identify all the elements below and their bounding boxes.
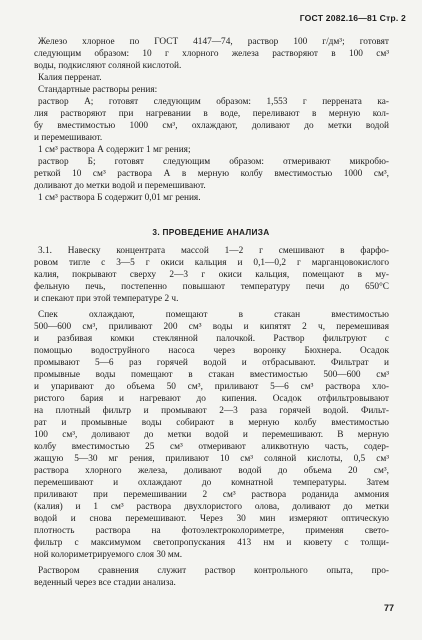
page-header: ГОСТ 2082.16—81 Стр. 2 <box>299 13 406 23</box>
text-line: Раствором сравнения служит раствор контрольного опыта, про- <box>38 566 389 576</box>
text-line: водой и снова перемешивают. Через 30 мин измеряют оптическую <box>34 514 389 524</box>
text-line: фельную печь, постепенно повышают температуру печи до 650°С <box>34 282 389 292</box>
text-line: ровом тигле с 3—5 г окиси кальция и 0,1—0,2 г марганцовокислого <box>34 258 389 268</box>
text-line: калия, покрывают сверху 2—3 г окиси кальция, помещают в му- <box>34 270 389 280</box>
text-line: 3.1. Навеску концентрата массой 1—2 г смешивают в фарфо- <box>38 246 389 256</box>
text-line: 1 см³ раствора Б содержит 0,01 мг рения. <box>38 193 201 203</box>
page-number: 77 <box>383 603 394 613</box>
text-line: раствор А; готовят следующим образом: 1,553 г перрената ка- <box>38 97 389 107</box>
text-line: помощью водоструйного насоса через воронку Бюхнера. Осадок <box>34 346 389 356</box>
text-line: 100 см³, доливают до метки водой и перемешивают. В мерную <box>34 430 389 440</box>
text-line: 500—600 см³, приливают 200 см³ воды и кипятят 2 ч, перемешивая <box>34 322 389 332</box>
text-line: воды, подкисляют соляной кислотой. <box>34 61 182 71</box>
text-line: 1 см³ раствора А содержит 1 мг рения; <box>38 145 191 155</box>
text-line: и перемешивают. <box>34 133 103 143</box>
text-line: и упаривают до объема 50 см³, приливают 5—6 см³ раствора хло- <box>34 382 389 392</box>
text-line: жащую 5—30 мг рения, приливают 10 см³ соляной кислоты, 0,5 см³ <box>34 454 389 464</box>
text-line: и разбивая комки стеклянной палочкой. Раствор фильтруют с <box>34 334 389 344</box>
text-line: бу вместимостью 1000 см³, охлаждают, доливают до метки водой <box>34 121 389 131</box>
text-line: плотность раствора на фотоэлектроколориметре, применяя свето- <box>34 526 389 536</box>
text-line: Калия перренат. <box>38 73 102 83</box>
text-line: раствора хлорного железа, доливают водой до объема 20 см³, <box>34 466 389 476</box>
text-line: рат и промывные воды собирают в мерную колбу вместимостью <box>34 418 389 428</box>
text-line: ной колориметрируемого слоя 30 мм. <box>34 550 183 560</box>
text-line: перемешивают и охлаждают до комнатной температуры. Затем <box>34 478 389 488</box>
text-line: и спекают при этой температуре 2 ч. <box>34 294 179 304</box>
text-line: (калия) и 1 см³ раствора двухлористого олова, доливают до метки <box>34 502 389 512</box>
text-line: промывные воды помещают в стакан вместимостью 500—600 см³ <box>34 370 389 380</box>
text-line: приливают при перемешивании 2 см³ раствора роданида аммония <box>34 490 389 500</box>
text-line: ристого бария и нагревают до кипения. Осадок отфильтровывают <box>34 394 389 404</box>
text-line: колбу вместимостью 25 см³ отмеривают аликвотную часть, содер- <box>34 442 389 452</box>
text-line: на плотный фильтр и промывают 2—3 раза горячей водой. Фильт- <box>34 406 389 416</box>
text-line: промывают 5—6 раз горячей водой и отбрасывают. Фильтрат и <box>34 358 389 368</box>
text-line: реткой 10 см³ раствора А в мерную колбу вместимостью 1000 см³, <box>34 169 389 179</box>
text-line: лия растворяют при нагревании в воде, переливают в мерную кол- <box>34 109 389 119</box>
text-line: фильтр с максимумом светопропускания 413 нм и кювету с толщи- <box>34 538 389 548</box>
text-line: Железо хлорное по ГОСТ 4147—74, раствор 100 г/дм³; готовят <box>38 37 389 47</box>
text-line: доливают до метки водой и перемешивают. <box>34 181 206 191</box>
text-line: веденный через все стадии анализа. <box>34 578 176 588</box>
text-line: следующим образом: 10 г хлорного железа растворяют в 100 см³ <box>34 49 389 59</box>
text-line: Спек охлаждают, помещают в стакан вместимостью <box>38 310 389 320</box>
section-heading: 3. ПРОВЕДЕНИЕ АНАЛИЗА <box>152 227 270 237</box>
text-line: Стандартные растворы рения: <box>38 85 158 95</box>
text-line: раствор Б; готовят следующим образом: отмеривают микробю- <box>38 157 389 167</box>
